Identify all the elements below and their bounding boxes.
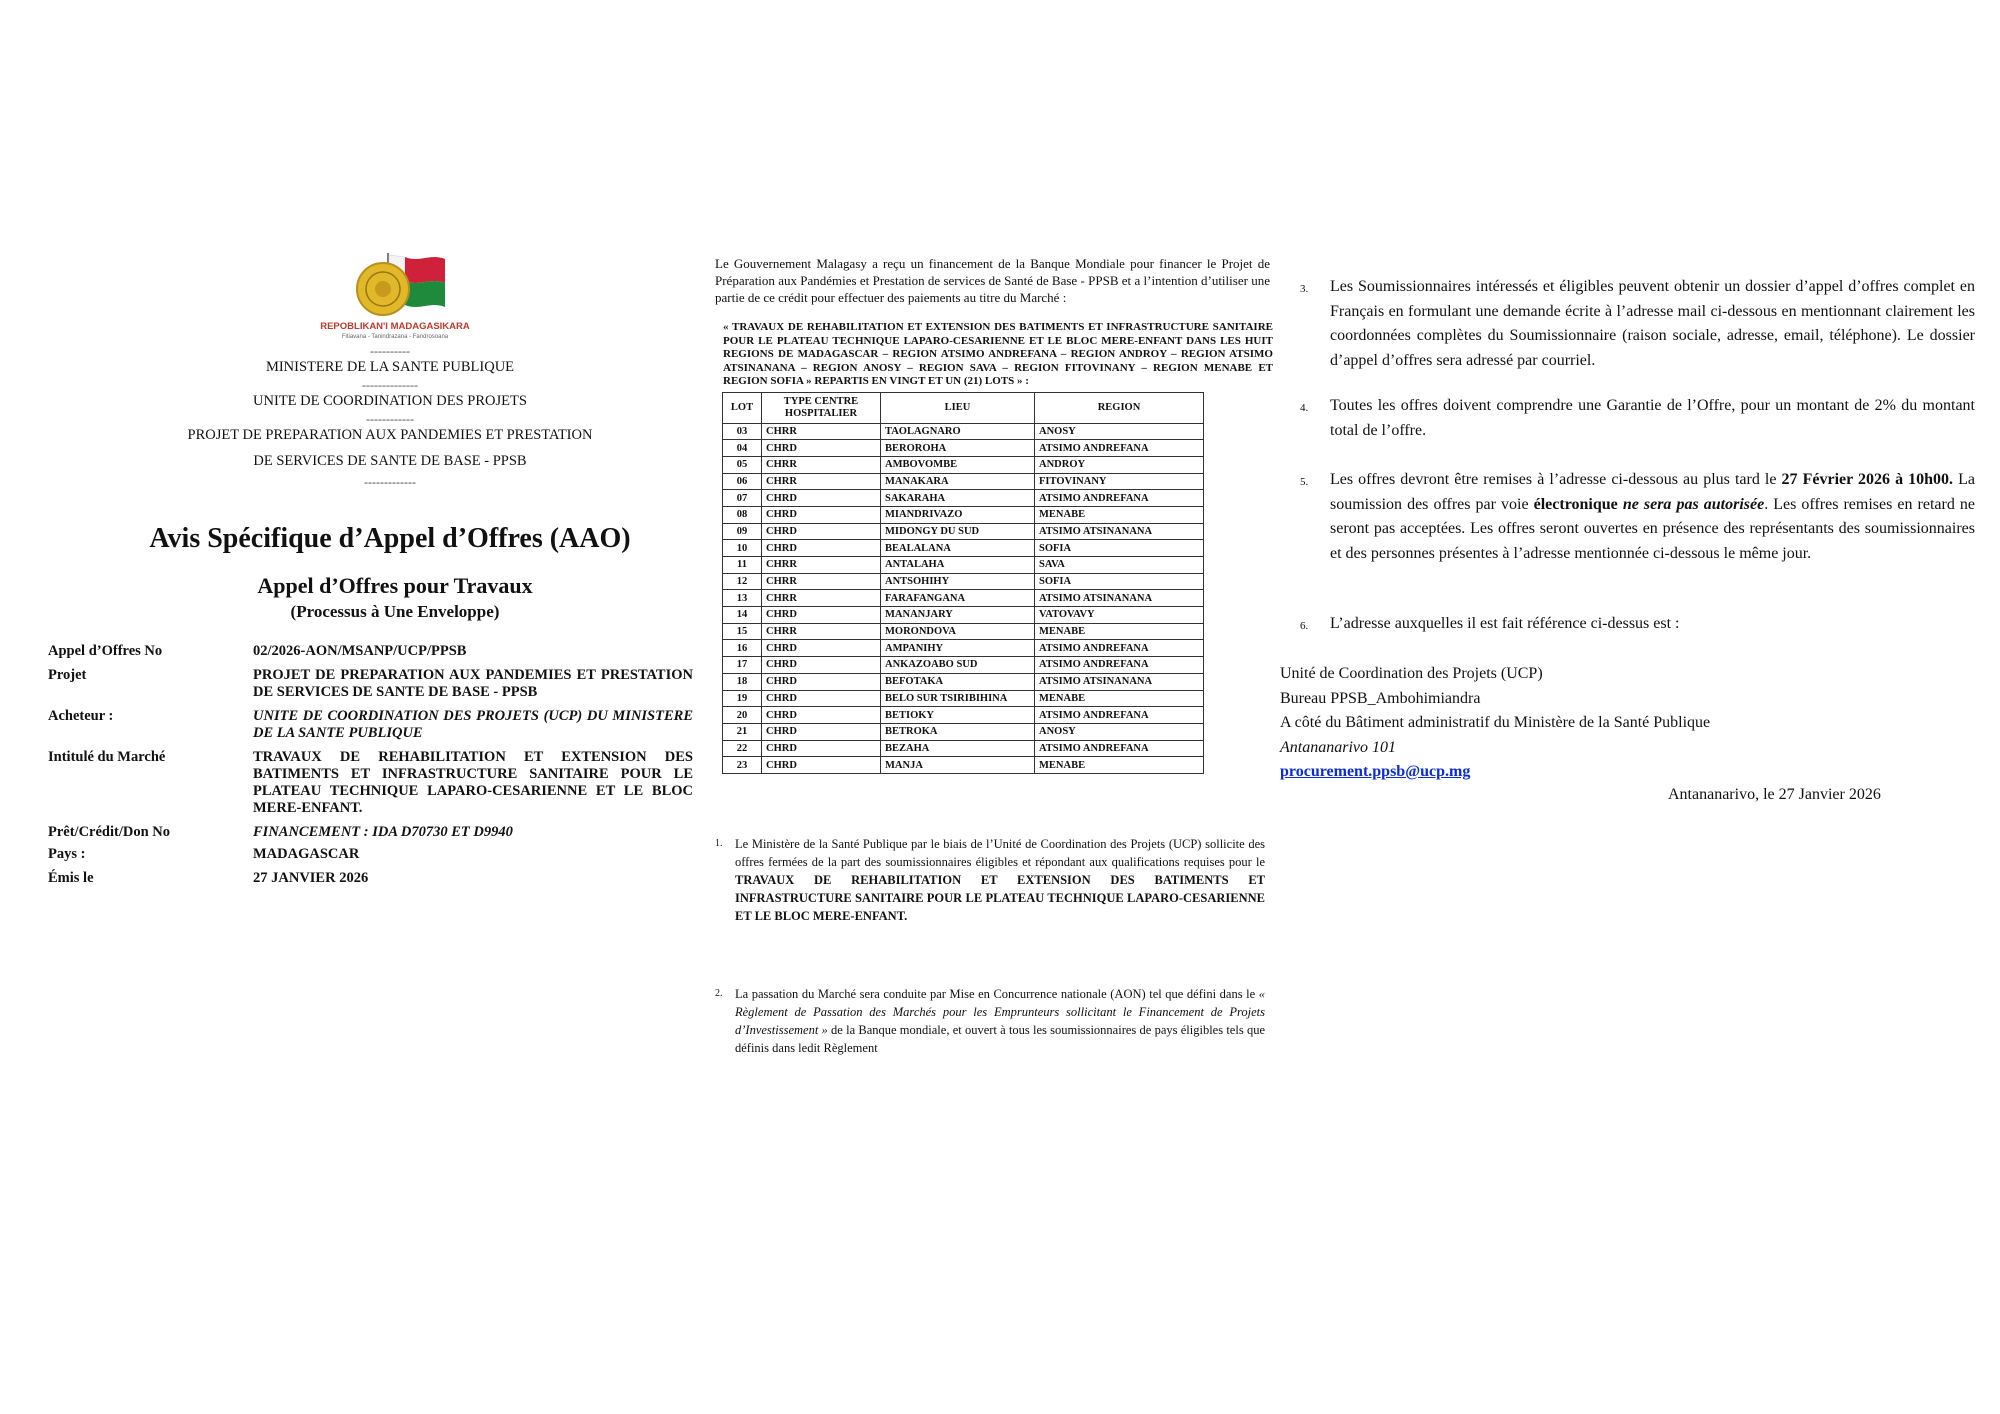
cell-lot: 22 xyxy=(723,740,762,757)
cell-region: MENABE xyxy=(1035,690,1204,707)
col-header-lieu: LIEU xyxy=(881,392,1035,423)
cell-lieu: AMBOVOMBE xyxy=(881,456,1035,473)
paragraph-text: Les Soumissionnaires intéressés et éligibles peuvent obtenir un dossier d’appel d’offres complet en Français en formulant une demande écrite à l’adresse mail ci-dessous en mentionnant clairement les coordonnées complètes du Soumissionnaire (raison sociale, adresse, email, téléphone). Le dossier d’appel d’offres sera adressé par courriel. xyxy=(1330,278,1975,369)
paragraph-text: Toutes les offres doivent comprendre une Garantie de l’Offre, pour un montant de 2% du montant total de l’offre. xyxy=(1330,397,1975,439)
cell-lot: 15 xyxy=(723,623,762,640)
info-row xyxy=(48,870,698,887)
info-row xyxy=(48,708,698,742)
paragraph-3 xyxy=(1300,275,1975,373)
table-row xyxy=(723,690,1204,707)
cell-lieu: BEZAHA xyxy=(881,740,1035,757)
cell-type: CHRD xyxy=(762,640,881,657)
info-key: Acheteur : xyxy=(48,708,114,724)
project-line-2: DE SERVICES DE SANTE DE BASE - PPSB xyxy=(253,453,527,469)
cell-lieu: MANJA xyxy=(881,757,1035,774)
cell-region: VATOVAVY xyxy=(1035,607,1204,624)
table-row xyxy=(723,607,1204,624)
table-row xyxy=(723,640,1204,657)
emblem-motto: Fitiavana - Tanindrazana - Fandrosoana xyxy=(341,334,449,340)
paragraph-text: La passation du Marché sera conduite par Mise en Concurrence nationale (AON) tel que défini dans le xyxy=(735,987,1259,1001)
deadline: 27 Février 2026 à 10h00. xyxy=(1781,471,1954,488)
cell-type: CHRR xyxy=(762,473,881,490)
cell-type: CHRD xyxy=(762,707,881,724)
paragraph-4 xyxy=(1300,394,1975,443)
paragraph-text: . Les offres remises en retard ne seront pas acceptées. Les offres seront ouvertes en présence des représentants des soumissionnaires et des personnes présentes à l’adresse mentionnée ci-dessous le même jour. xyxy=(1330,495,1976,562)
cell-lot: 14 xyxy=(723,607,762,624)
cell-lot: 04 xyxy=(723,440,762,457)
cell-region: SOFIA xyxy=(1035,573,1204,590)
cell-lieu: BETIOKY xyxy=(881,707,1035,724)
cell-type: CHRD xyxy=(762,540,881,557)
cell-region: ATSIMO ATSINANANA xyxy=(1035,590,1204,607)
cell-lot: 06 xyxy=(723,473,762,490)
cell-region: ANOSY xyxy=(1035,423,1204,440)
subsubtitle: (Processus à Une Enveloppe) xyxy=(290,602,500,621)
paragraph-bold: TRAVAUX DE REHABILITATION ET EXTENSION DES BATIMENTS ET INFRASTRUCTURE SANITAIRE POUR LE PLATEAU TECHNIQUE LAPARO-CESARIENNE ET LE BLOC MERE-ENFANT. xyxy=(735,873,1265,923)
divider: ------------ xyxy=(366,412,414,426)
paragraph-1 xyxy=(715,835,1265,925)
emblem-text: REPOBLIKAN'I MADAGASIKARA xyxy=(320,321,470,332)
address-line: Antananarivo 101 xyxy=(1280,738,1396,756)
table-row xyxy=(723,506,1204,523)
contract-title-quote: « TRAVAUX DE REHABILITATION ET EXTENSION DES BATIMENTS ET INFRASTRUCTURE SANITAIRE POUR LE PLATEAU TECHNIQUE LAPARO-CESARIENNE ET LE BLOC MERE-ENFANT DANS LES HUIT REGIONS DE MADAGASCAR – REGION ATSIMO ANDREFANA – REGION ANDROY – REGION ATSIMO ATSINANANA – REGION ANOSY – REGION SAVA – REGION FITOVINANY – REGION MENABE ET REGION SOFIA » REPARTIS EN VINGT ET UN (21) LOTS » : xyxy=(723,321,1273,387)
paragraph-number: 2. xyxy=(715,988,723,999)
cell-lot: 21 xyxy=(723,723,762,740)
letterhead xyxy=(120,345,660,488)
cell-lot: 10 xyxy=(723,540,762,557)
cell-lot: 23 xyxy=(723,757,762,774)
cell-lot: 05 xyxy=(723,456,762,473)
cell-lieu: MIANDRIVAZO xyxy=(881,506,1035,523)
paragraph-text: de la Banque mondiale, et ouvert à tous les soumissionnaires de pays éligibles tels que définis dans ledit Règlement xyxy=(735,1023,1265,1055)
table-row xyxy=(723,423,1204,440)
cell-region: ATSIMO ANDREFANA xyxy=(1035,440,1204,457)
cell-lot: 08 xyxy=(723,506,762,523)
project-line-1: PROJET DE PREPARATION AUX PANDEMIES ET PRESTATION xyxy=(187,427,593,443)
cell-region: ATSIMO ATSINANANA xyxy=(1035,523,1204,540)
info-row xyxy=(48,643,698,660)
cell-type: CHRD xyxy=(762,490,881,507)
cell-type: CHRR xyxy=(762,590,881,607)
cell-lot: 09 xyxy=(723,523,762,540)
address-line: A côté du Bâtiment administratif du Ministère de la Santé Publique xyxy=(1280,714,1711,731)
procurement-email-link[interactable]: procurement.ppsb@ucp.mg xyxy=(1280,763,1471,780)
paragraph-text: L’adresse auxquelles il est fait référence ci-dessus est : xyxy=(1330,615,1680,632)
table-row xyxy=(723,623,1204,640)
cell-lot: 20 xyxy=(723,707,762,724)
paragraph-2 xyxy=(715,985,1265,1057)
info-value: 02/2026-AON/MSANP/UCP/PPSB xyxy=(253,643,467,659)
cell-region: MENABE xyxy=(1035,506,1204,523)
middle-column xyxy=(715,255,1273,1055)
cell-type: CHRD xyxy=(762,523,881,540)
cell-lieu: TAOLAGNARO xyxy=(881,423,1035,440)
madagascar-emblem-icon xyxy=(305,245,485,345)
table-row xyxy=(723,540,1204,557)
paragraph-number: 6. xyxy=(1300,620,1309,632)
table-row xyxy=(723,557,1204,574)
page-title: Avis Spécifique d’Appel d’Offres (AAO) xyxy=(149,523,631,554)
info-value: TRAVAUX DE REHABILITATION ET EXTENSION DES BATIMENTS ET INFRASTRUCTURE SANITAIRE POUR LE PLATEAU TECHNIQUE LAPARO-CESARIENNE ET LE BLOC MERE-ENFANT. xyxy=(253,749,693,816)
cell-region: FITOVINANY xyxy=(1035,473,1204,490)
info-key: Intitulé du Marché xyxy=(48,749,166,765)
cell-region: ANDROY xyxy=(1035,456,1204,473)
paragraph-number: 1. xyxy=(715,838,723,849)
table-row xyxy=(723,473,1204,490)
signature-date: Antananarivo, le 27 Janvier 2026 xyxy=(1668,786,1881,803)
cell-type: CHRR xyxy=(762,423,881,440)
cell-region: ATSIMO ANDREFANA xyxy=(1035,640,1204,657)
table-header-row xyxy=(723,392,1204,423)
table-row xyxy=(723,707,1204,724)
table-row xyxy=(723,757,1204,774)
col-header-lot: LOT xyxy=(723,392,762,423)
cell-lot: 18 xyxy=(723,673,762,690)
cell-lot: 12 xyxy=(723,573,762,590)
col-header-region: REGION xyxy=(1035,392,1204,423)
table-row xyxy=(723,590,1204,607)
info-row xyxy=(48,846,698,863)
cell-region: SOFIA xyxy=(1035,540,1204,557)
address-line: Bureau PPSB_Ambohimiandra xyxy=(1280,689,1481,707)
info-key: Projet xyxy=(48,667,87,683)
cell-type: CHRD xyxy=(762,757,881,774)
cell-region: ANOSY xyxy=(1035,723,1204,740)
cell-lot: 19 xyxy=(723,690,762,707)
info-block xyxy=(48,643,698,894)
paragraph-5 xyxy=(1300,468,1976,566)
cell-type: CHRR xyxy=(762,557,881,574)
info-key: Appel d’Offres No xyxy=(48,643,163,659)
paragraph-6 xyxy=(1300,612,1975,637)
cell-lieu: BETROKA xyxy=(881,723,1035,740)
cell-lot: 03 xyxy=(723,423,762,440)
cell-region: ATSIMO ANDREFANA xyxy=(1035,657,1204,674)
info-row xyxy=(48,667,698,701)
cell-lieu: MANANJARY xyxy=(881,607,1035,624)
unit-name: UNITE DE COORDINATION DES PROJETS xyxy=(253,393,527,409)
cell-type: CHRD xyxy=(762,657,881,674)
paragraph-bold-italic: ne sera pas autorisée xyxy=(1622,495,1765,513)
paragraph-text: Les offres devront être remises à l’adresse ci-dessous au plus tard le xyxy=(1330,471,1782,488)
paragraph-bold: électronique xyxy=(1533,495,1618,513)
cell-region: ATSIMO ANDREFANA xyxy=(1035,740,1204,757)
paragraph-italic: « Règlement de Passation des Marchés pour les Emprunteurs sollicitant le Financement de Projets d’Investissement » xyxy=(735,987,1265,1037)
cell-type: CHRD xyxy=(762,673,881,690)
paragraph-text: La soumission des offres par voie xyxy=(1330,471,1976,513)
cell-lieu: MORONDOVA xyxy=(881,623,1035,640)
cell-lieu: MIDONGY DU SUD xyxy=(881,523,1035,540)
lots-table xyxy=(722,392,1204,774)
cell-region: SAVA xyxy=(1035,557,1204,574)
paragraph-number: 5. xyxy=(1300,476,1309,488)
cell-lot: 17 xyxy=(723,657,762,674)
table-row xyxy=(723,523,1204,540)
subtitle: Appel d’Offres pour Travaux xyxy=(257,573,533,598)
info-value: UNITE DE COORDINATION DES PROJETS (UCP) DU MINISTERE DE LA SANTE PUBLIQUE xyxy=(253,708,693,741)
cell-region: ATSIMO ANDREFANA xyxy=(1035,707,1204,724)
address-block xyxy=(1280,662,1980,785)
cell-lieu: MANAKARA xyxy=(881,473,1035,490)
cell-region: MENABE xyxy=(1035,757,1204,774)
info-value: PROJET DE PREPARATION AUX PANDEMIES ET PRESTATION DE SERVICES DE SANTE DE BASE - PPSB xyxy=(253,667,693,700)
paragraph-number: 3. xyxy=(1300,283,1309,295)
divider: ---------- xyxy=(370,344,410,358)
cell-lieu: ANTSOHIHY xyxy=(881,573,1035,590)
cell-lot: 11 xyxy=(723,557,762,574)
info-row xyxy=(48,824,698,841)
table-row xyxy=(723,573,1204,590)
cell-lieu: ANTALAHA xyxy=(881,557,1035,574)
col-header-type: TYPE CENTRE HOSPITALIER xyxy=(762,392,881,423)
paragraph-number: 4. xyxy=(1300,402,1309,414)
cell-lieu: BELO SUR TSIRIBIHINA xyxy=(881,690,1035,707)
cell-type: CHRD xyxy=(762,607,881,624)
info-key: Pays : xyxy=(48,846,86,862)
cell-region: ATSIMO ANDREFANA xyxy=(1035,490,1204,507)
table-row xyxy=(723,740,1204,757)
cell-lieu: BEROROHA xyxy=(881,440,1035,457)
cell-type: CHRR xyxy=(762,623,881,640)
divider: -------------- xyxy=(362,378,418,392)
cell-type: CHRD xyxy=(762,690,881,707)
cell-type: CHRD xyxy=(762,740,881,757)
cell-lot: 07 xyxy=(723,490,762,507)
cell-lieu: SAKARAHA xyxy=(881,490,1035,507)
address-line: Unité de Coordination des Projets (UCP) xyxy=(1280,665,1543,682)
cell-lieu: ANKAZOABO SUD xyxy=(881,657,1035,674)
cell-type: CHRR xyxy=(762,456,881,473)
ministry-name: MINISTERE DE LA SANTE PUBLIQUE xyxy=(265,359,515,375)
table-row xyxy=(723,440,1204,457)
info-value: 27 JANVIER 2026 xyxy=(253,870,369,886)
table-row xyxy=(723,490,1204,507)
info-key: Émis le xyxy=(48,870,94,886)
table-row xyxy=(723,673,1204,690)
cell-lieu: BEALALANA xyxy=(881,540,1035,557)
cell-region: ATSIMO ATSINANANA xyxy=(1035,673,1204,690)
table-row xyxy=(723,456,1204,473)
cell-lieu: AMPANIHY xyxy=(881,640,1035,657)
table-row xyxy=(723,723,1204,740)
cell-type: CHRD xyxy=(762,506,881,523)
intro-paragraph: Le Gouvernement Malagasy a reçu un financement de la Banque Mondiale pour financer le Projet de Préparation aux Pandémies et Prestation de services de Santé de Base - PPSB et a l’intention d’utiliser une partie de ce crédit pour effectuer des paiements au titre du Marché : xyxy=(715,256,1270,305)
table-row xyxy=(723,657,1204,674)
cell-lieu: BEFOTAKA xyxy=(881,673,1035,690)
cell-lieu: FARAFANGANA xyxy=(881,590,1035,607)
cell-region: MENABE xyxy=(1035,623,1204,640)
info-value: MADAGASCAR xyxy=(253,846,360,862)
cell-type: CHRD xyxy=(762,440,881,457)
lots-table-body xyxy=(723,423,1204,773)
info-row xyxy=(48,749,698,817)
divider: ------------- xyxy=(364,475,416,489)
info-value: FINANCEMENT : IDA D70730 ET D9940 xyxy=(253,824,513,840)
cell-lot: 16 xyxy=(723,640,762,657)
cell-type: CHRD xyxy=(762,723,881,740)
cell-lot: 13 xyxy=(723,590,762,607)
cell-type: CHRR xyxy=(762,573,881,590)
paragraph-text: Le Ministère de la Santé Publique par le biais de l’Unité de Coordination des Projets (UCP) sollicite des offres fermées de la part des soumissionnaires éligibles et répondant aux qualifications requises pour le xyxy=(735,837,1265,869)
info-key: Prêt/Crédit/Don No xyxy=(48,824,171,840)
